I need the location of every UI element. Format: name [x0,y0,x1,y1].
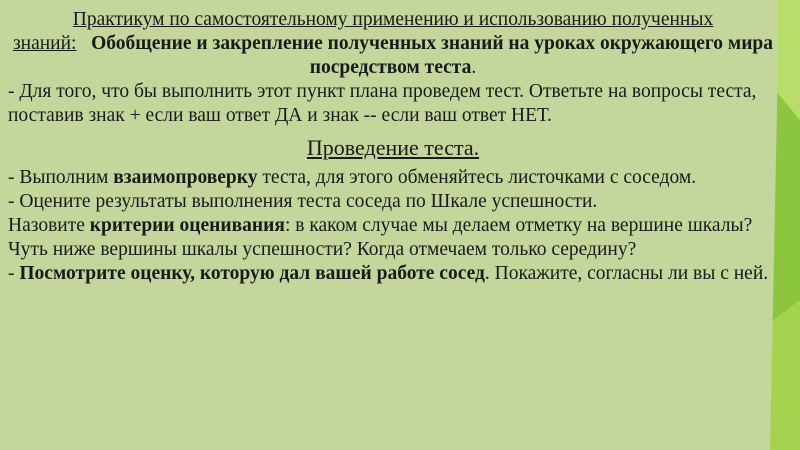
p1-c: теста, для этого обменяйтесь листочками с соседом. [257,167,697,188]
paragraph-mutual-check [8,166,778,190]
section-heading: Проведение теста. [306,135,480,160]
p1-b: взаимопроверку [113,167,258,188]
p3-a: Назовите [8,215,90,236]
title-end: . [471,57,477,78]
p4-b: Посмотрите оценку, которую дал вашей работе сосед [19,263,485,284]
title-lead: знаний: [12,33,77,54]
p3-b: критерии оценивания [89,215,285,236]
p3-c: : в каком случае мы делаем отметку на вершине шкалы? Чуть ниже вершины шкалы успешности? Когда отмечаем только середину? [8,215,753,260]
title-line1: Практикум по самостоятельному применению и использованию полученных [72,9,714,30]
title-bold: Обобщение и закрепление полученных знаний на уроках окружающего мира посредством теста [91,33,774,78]
paragraph-criteria [8,214,778,262]
intro-paragraph: - Для того, что бы выполнить этот пункт плана проведем тест. Ответьте на вопросы теста, поставив знак + если ваш ответ ДА и знак -- если ваш ответ НЕТ. [8,81,757,126]
p1-a: - Выполним [8,167,114,188]
slide-title [8,8,778,80]
slide-content [8,8,778,286]
p4-c: . Покажите, согласны ли вы с ней. [484,263,769,284]
p4-a: - [8,263,20,284]
paragraph-evaluate: - Оцените результаты выполнения теста соседа по Шкале успешности. [8,191,598,212]
paragraph-review [8,262,778,286]
